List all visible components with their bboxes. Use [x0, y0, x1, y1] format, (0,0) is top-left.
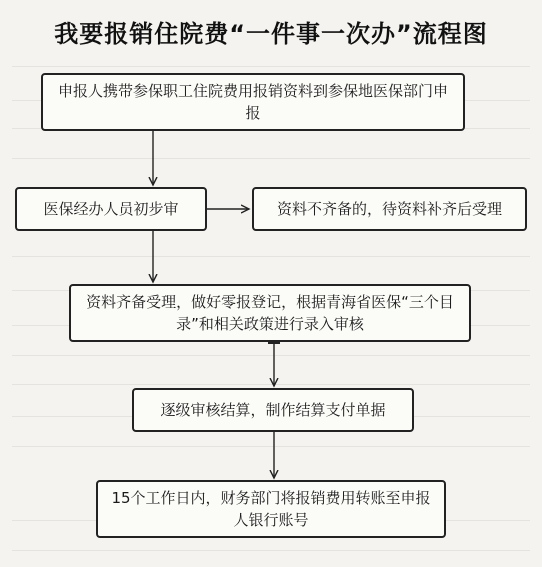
- step-text-apply: 申报人携带参保职工住院费用报销资料到参保地医保部门申报: [57, 82, 448, 122]
- step-text-initial-review: 医保经办人员初步审: [43, 200, 179, 218]
- step-text-incomplete-materials: 资料不齐备的，待资料补齐后受理: [276, 200, 502, 218]
- step-box-incomplete-materials: [252, 187, 527, 231]
- step-text-accept-and-audit: 资料齐备受理，做好零报登记，根据青海省医保“三个目录”和相关政策进行录入审核: [86, 293, 454, 333]
- step-box-accept-and-audit: [69, 284, 471, 342]
- step-box-settlement: [132, 388, 414, 432]
- step-box-transfer: [96, 480, 446, 538]
- step-text-transfer: 15个工作日内，财务部门将报销费用转账至申报人银行账号: [111, 489, 431, 529]
- step-box-initial-review: [15, 187, 207, 231]
- step-box-apply: [41, 73, 465, 131]
- flowchart-title: 我要报销住院费“一件事一次办”流程图: [54, 20, 488, 48]
- step-text-settlement: 逐级审核结算，制作结算支付单据: [160, 401, 386, 419]
